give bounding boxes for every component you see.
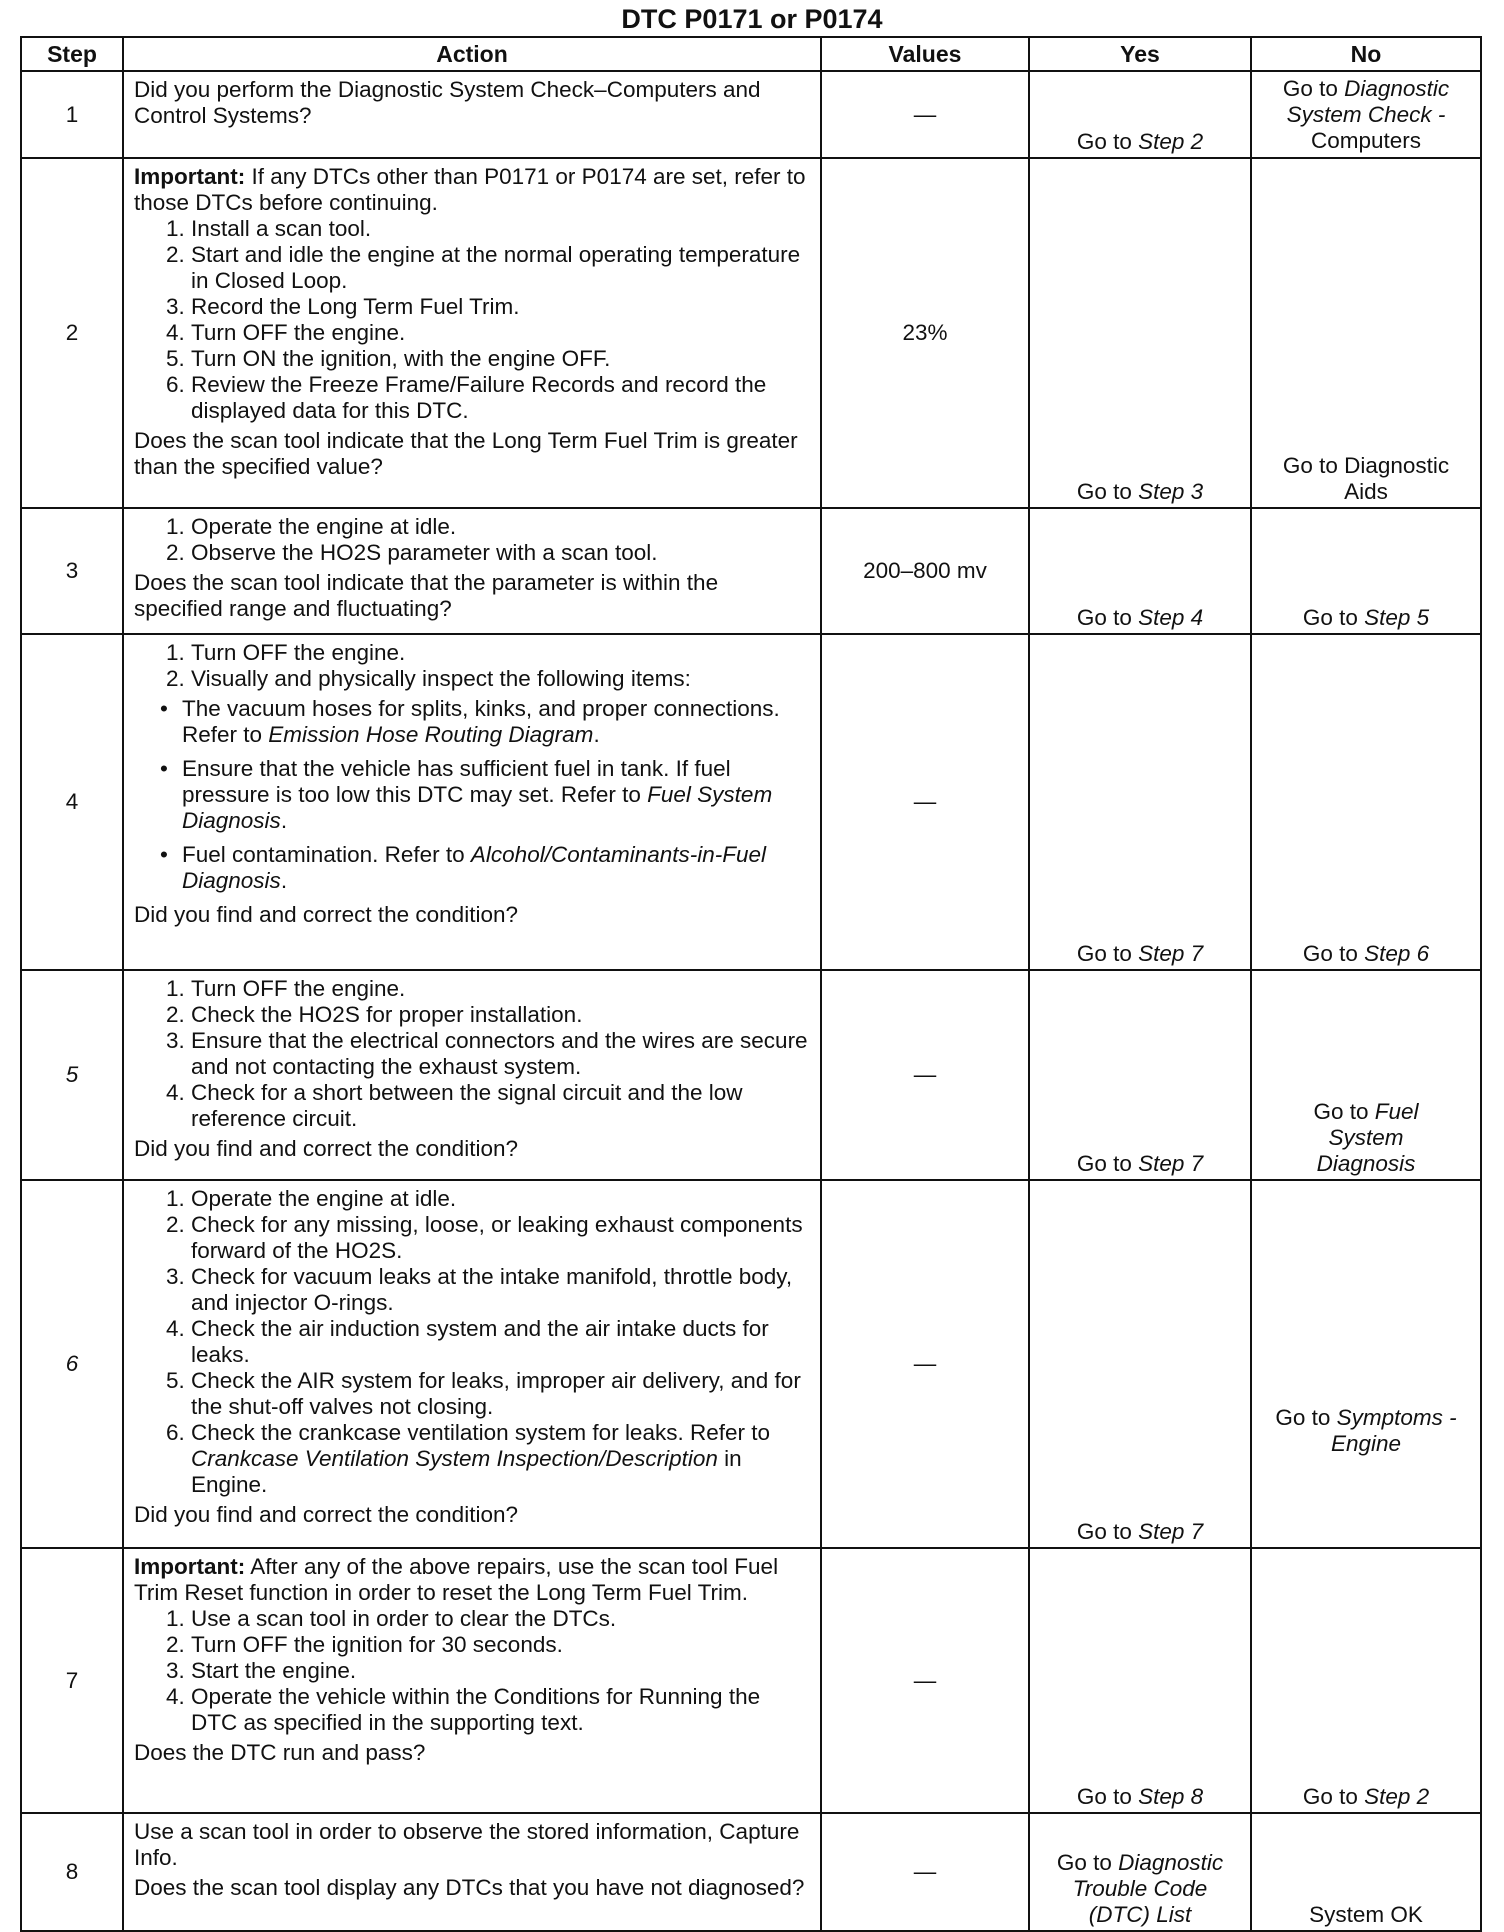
list-item: 3. Record the Long Term Fuel Trim. xyxy=(191,294,812,320)
action-cell xyxy=(123,970,821,1180)
list-item: 6. Check the crankcase ventilation system for leaks. Refer to Crankcase Ventilation System Inspection/Description in Engine. xyxy=(191,1420,812,1498)
no-link[interactable]: Diagnostic System Check - xyxy=(1286,76,1450,127)
question-text: Did you find and correct the condition? xyxy=(134,1136,518,1161)
action-text: Use a scan tool in order to observe the stored information, Capture Info. xyxy=(134,1819,800,1870)
yes-cell[interactable] xyxy=(1029,1548,1251,1813)
value-cell: — xyxy=(821,634,1029,970)
list-item: 1. Turn OFF the engine. xyxy=(191,976,812,1002)
list-item: 3. Ensure that the electrical connectors and the wires are secure and not contacting the exhaust system. xyxy=(191,1028,812,1080)
no-link[interactable]: Step 6 xyxy=(1364,941,1430,966)
table-row xyxy=(21,508,1481,634)
important-note xyxy=(134,164,812,216)
list-item: 1. Operate the engine at idle. xyxy=(191,1186,812,1212)
table-row xyxy=(21,1180,1481,1548)
no-prefix: Go to xyxy=(1302,941,1365,966)
value-cell: — xyxy=(821,1548,1029,1813)
instruction-list xyxy=(134,514,812,566)
yes-link[interactable]: Diagnostic Trouble Code (DTC) List xyxy=(1072,1850,1224,1927)
action-text: Did you perform the Diagnostic System Check–Computers and Control Systems? xyxy=(134,77,761,128)
list-item: 4. Check for a short between the signal circuit and the low reference circuit. xyxy=(191,1080,812,1132)
header-yes: Yes xyxy=(1029,37,1251,71)
value-cell: — xyxy=(821,1813,1029,1931)
page-title: DTC P0171 or P0174 xyxy=(621,4,883,34)
yes-prefix: Go to xyxy=(1076,1784,1139,1809)
yes-prefix: Go to xyxy=(1076,129,1139,154)
yes-prefix: Go to xyxy=(1076,941,1139,966)
no-cell[interactable] xyxy=(1251,71,1481,158)
list-item: 5. Check the AIR system for leaks, improper air delivery, and for the shut-off valves not closing. xyxy=(191,1368,812,1420)
no-cell[interactable]: System OK xyxy=(1251,1813,1481,1931)
no-link[interactable]: Fuel System Diagnosis xyxy=(1316,1099,1419,1176)
no-suffix: Computers xyxy=(1310,128,1422,153)
no-prefix: Go to xyxy=(1282,76,1345,101)
list-item: 5. Turn ON the ignition, with the engine OFF. xyxy=(191,346,812,372)
yes-prefix: Go to xyxy=(1076,605,1139,630)
step-number: 4 xyxy=(21,634,123,970)
important-text: If any DTCs other than P0171 or P0174 are set, refer to those DTCs before continuing. xyxy=(134,164,806,215)
bullet-list xyxy=(134,696,812,894)
yes-link[interactable]: Step 4 xyxy=(1138,605,1204,630)
question-text: Does the DTC run and pass? xyxy=(134,1740,426,1765)
no-link[interactable]: Symptoms - Engine xyxy=(1330,1405,1457,1456)
no-text[interactable]: Go to Diagnostic Aids xyxy=(1282,453,1450,504)
question-text: Does the scan tool display any DTCs that you have not diagnosed? xyxy=(134,1875,805,1900)
table-row xyxy=(21,158,1481,508)
no-prefix: Go to xyxy=(1302,1784,1365,1809)
list-item: 4. Check the air induction system and the air intake ducts for leaks. xyxy=(191,1316,812,1368)
list-item: 4. Operate the vehicle within the Conditions for Running the DTC as specified in the supporting text. xyxy=(191,1684,812,1736)
instruction-list xyxy=(134,1606,812,1736)
yes-cell[interactable] xyxy=(1029,1813,1251,1931)
action-cell xyxy=(123,158,821,508)
list-item: 2. Observe the HO2S parameter with a scan tool. xyxy=(191,540,812,566)
list-item: 2. Check for any missing, loose, or leaking exhaust components forward of the HO2S. xyxy=(191,1212,812,1264)
yes-link[interactable]: Step 7 xyxy=(1138,941,1204,966)
list-item: 1. Turn OFF the engine. xyxy=(191,640,812,666)
yes-cell[interactable] xyxy=(1029,970,1251,1180)
action-cell xyxy=(123,71,821,158)
list-item: 4. Turn OFF the engine. xyxy=(191,320,812,346)
table-row xyxy=(21,970,1481,1180)
value-cell: 23% xyxy=(821,158,1029,508)
action-cell xyxy=(123,1180,821,1548)
value-cell: — xyxy=(821,71,1029,158)
bullet-item: • Fuel contamination. Refer to Alcohol/Contaminants-in-Fuel Diagnosis. xyxy=(160,842,767,893)
list-item: 3. Check for vacuum leaks at the intake manifold, throttle body, and injector O-rings. xyxy=(191,1264,812,1316)
no-cell[interactable] xyxy=(1251,508,1481,634)
important-label: Important: xyxy=(134,164,246,189)
no-prefix: Go to xyxy=(1302,605,1365,630)
no-cell[interactable] xyxy=(1251,158,1481,508)
no-cell[interactable] xyxy=(1251,634,1481,970)
important-label: Important: xyxy=(134,1554,246,1579)
yes-cell[interactable] xyxy=(1029,634,1251,970)
no-cell[interactable] xyxy=(1251,1180,1481,1548)
instruction-list xyxy=(134,976,812,1132)
reference-link[interactable]: Emission Hose Routing Diagram xyxy=(268,722,594,747)
yes-prefix: Go to xyxy=(1076,479,1139,504)
yes-prefix: Go to xyxy=(1076,1151,1139,1176)
no-link[interactable]: Step 2 xyxy=(1364,1784,1430,1809)
reference-link[interactable]: Crankcase Ventilation System Inspection/Description xyxy=(191,1446,718,1471)
no-prefix: Go to xyxy=(1313,1099,1375,1124)
list-item: 1. Operate the engine at idle. xyxy=(191,514,812,540)
list-item: 1. Install a scan tool. xyxy=(191,216,812,242)
no-cell[interactable] xyxy=(1251,1548,1481,1813)
step-number: 1 xyxy=(21,71,123,158)
instruction-list xyxy=(134,640,812,692)
question-text: Did you find and correct the condition? xyxy=(134,1502,518,1527)
action-cell xyxy=(123,1548,821,1813)
step-number: 7 xyxy=(21,1548,123,1813)
no-cell[interactable] xyxy=(1251,970,1481,1180)
yes-prefix: Go to xyxy=(1076,1519,1139,1544)
list-item: 2. Check the HO2S for proper installation. xyxy=(191,1002,812,1028)
step-number: 5 xyxy=(21,970,123,1180)
yes-prefix: Go to xyxy=(1056,1850,1119,1875)
yes-link[interactable]: Step 3 xyxy=(1138,479,1204,504)
action-cell xyxy=(123,634,821,970)
no-link[interactable]: Step 5 xyxy=(1364,605,1430,630)
diagnostic-table xyxy=(20,36,1482,1932)
action-cell xyxy=(123,1813,821,1931)
header-no: No xyxy=(1251,37,1481,71)
header-values: Values xyxy=(821,37,1029,71)
question-text: Does the scan tool indicate that the Long Term Fuel Trim is greater than the specified value? xyxy=(134,428,798,479)
step-number: 3 xyxy=(21,508,123,634)
table-row xyxy=(21,634,1481,970)
header-step: Step xyxy=(21,37,123,71)
list-item: 2. Start and idle the engine at the normal operating temperature in Closed Loop. xyxy=(191,242,812,294)
list-item: 6. Review the Freeze Frame/Failure Records and record the displayed data for this DTC. xyxy=(191,372,812,424)
yes-cell[interactable] xyxy=(1029,158,1251,508)
instruction-list xyxy=(134,1186,812,1498)
important-text: After any of the above repairs, use the scan tool Fuel Trim Reset function in order to reset the Long Term Fuel Trim. xyxy=(134,1554,779,1605)
list-item: 2. Turn OFF the ignition for 30 seconds. xyxy=(191,1632,812,1658)
important-note xyxy=(134,1554,812,1606)
yes-cell[interactable] xyxy=(1029,71,1251,158)
yes-link[interactable]: Step 7 xyxy=(1138,1519,1204,1544)
reference-link[interactable]: Alcohol/Contaminants-in-Fuel Diagnosis xyxy=(182,842,767,893)
action-cell xyxy=(123,508,821,634)
table-header-row xyxy=(21,37,1481,71)
header-action: Action xyxy=(123,37,821,71)
no-prefix: Go to xyxy=(1275,1405,1337,1430)
step-number: 8 xyxy=(21,1813,123,1931)
value-cell: 200–800 mv xyxy=(821,508,1029,634)
yes-link[interactable]: Step 8 xyxy=(1138,1784,1204,1809)
list-item: 2. Visually and physically inspect the following items: xyxy=(191,666,812,692)
bullet-item: • The vacuum hoses for splits, kinks, and proper connections. Refer to Emission Hose Routing Diagram. xyxy=(160,696,780,747)
reference-link[interactable]: Fuel System Diagnosis xyxy=(182,782,773,833)
list-item: 1. Use a scan tool in order to clear the DTCs. xyxy=(191,1606,812,1632)
table-row xyxy=(21,1548,1481,1813)
bullet-item: • Ensure that the vehicle has sufficient fuel in tank. If fuel pressure is too low this DTC may set. Refer to Fuel System Diagnosis. xyxy=(160,756,773,833)
yes-link[interactable]: Step 2 xyxy=(1138,129,1204,154)
question-text: Does the scan tool indicate that the parameter is within the specified range and fluctuating? xyxy=(134,570,719,621)
step-number: 2 xyxy=(21,158,123,508)
table-row xyxy=(21,1813,1481,1931)
table-row xyxy=(21,71,1481,158)
instruction-list xyxy=(134,216,812,424)
step-number: 6 xyxy=(21,1180,123,1548)
yes-cell[interactable] xyxy=(1029,508,1251,634)
yes-link[interactable]: Step 7 xyxy=(1138,1151,1204,1176)
value-cell: — xyxy=(821,970,1029,1180)
list-item: 3. Start the engine. xyxy=(191,1658,812,1684)
value-cell: — xyxy=(821,1180,1029,1548)
yes-cell[interactable] xyxy=(1029,1180,1251,1548)
question-text: Did you find and correct the condition? xyxy=(134,902,518,927)
